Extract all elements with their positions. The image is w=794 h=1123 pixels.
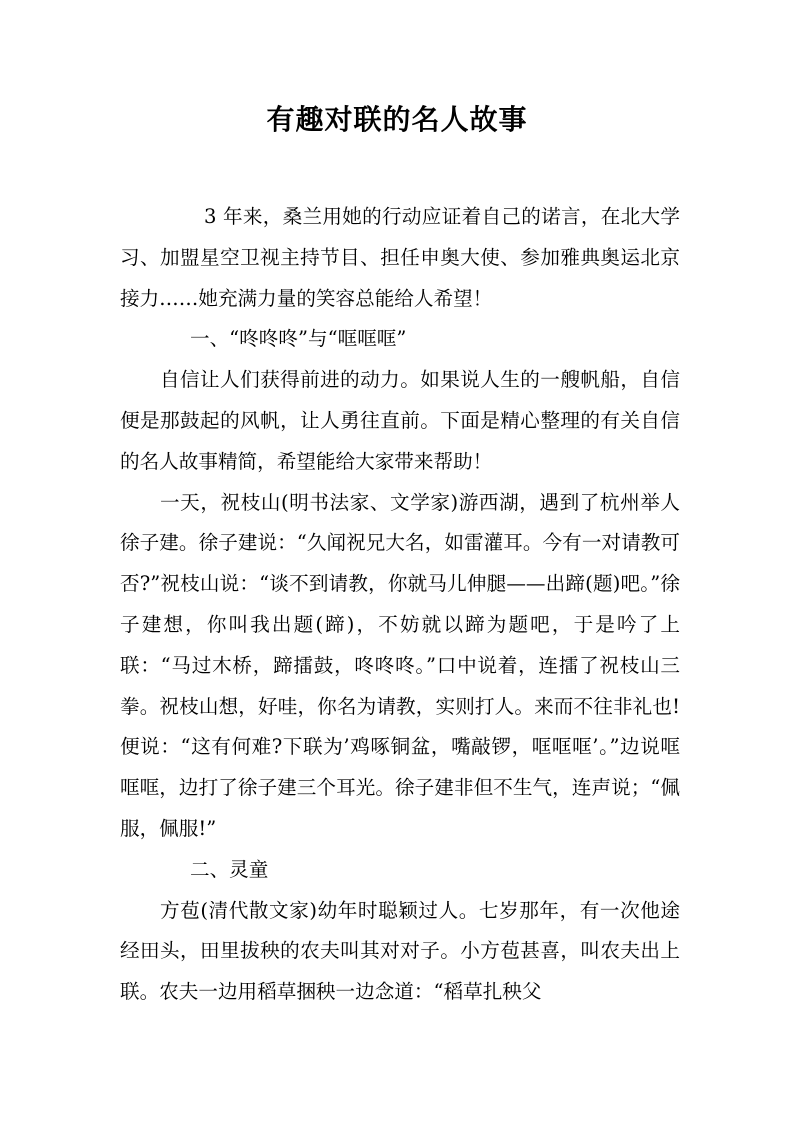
document-body (120, 197, 680, 1013)
paragraph-intro: 自信让人们获得前进的动力。如果说人生的一艘帆船，自信便是那鼓起的风帆，让人勇往直前。下面是精心整理的有关自信的名人故事精简，希望能给大家带来帮助！ (120, 368, 680, 473)
paragraph-sanglan: 3 年来，桑兰用她的行动应证着自己的诺言，在北大学习、加盟星空卫视主持节目、担任申奥大使、参加雅典奥运北京接力……她充满力量的笑容总能给人希望！ (120, 205, 680, 310)
paragraph-story-2: 方苞(清代散文家)幼年时聪颖过人。七岁那年，有一次他途经田头，田里拔秧的农夫叫其对对子。小方苞甚喜，叫农夫出上联。农夫一边用稻草捆秧一边念道：“稻草扎秧父 (120, 898, 680, 1004)
section-heading-1: 一、“咚咚咚”与“哐哐哐” (190, 327, 407, 351)
paragraph-story-1: 一天，祝枝山(明书法家、文学家)游西湖，遇到了杭州举人徐子建。徐子建说：“久闻祝兄大名，如雷灌耳。今有一对请教可否?”祝枝山说：“谈不到请教，你就马儿伸腿——出蹄(题)吧。”徐子建想，你叫我出题(蹄)，不妨就以蹄为题吧，于是吟了上联：“马过木桥，蹄擂鼓，咚咚咚。”口中说着，连擂了祝枝山三拳。祝枝山想，好哇，你名为请教，实则打人。来而不往非礼也!便说：“这有何难?下联为’鸡啄铜盆，嘴敲锣，哐哐哐’。”边说哐哐哐，边打了徐子建三个耳光。徐子建非但不生气，连声说；“佩服，佩服!” (120, 490, 680, 840)
section-heading-2: 二、灵童 (190, 857, 269, 881)
document-title: 有趣对联的名人故事 (266, 103, 528, 136)
